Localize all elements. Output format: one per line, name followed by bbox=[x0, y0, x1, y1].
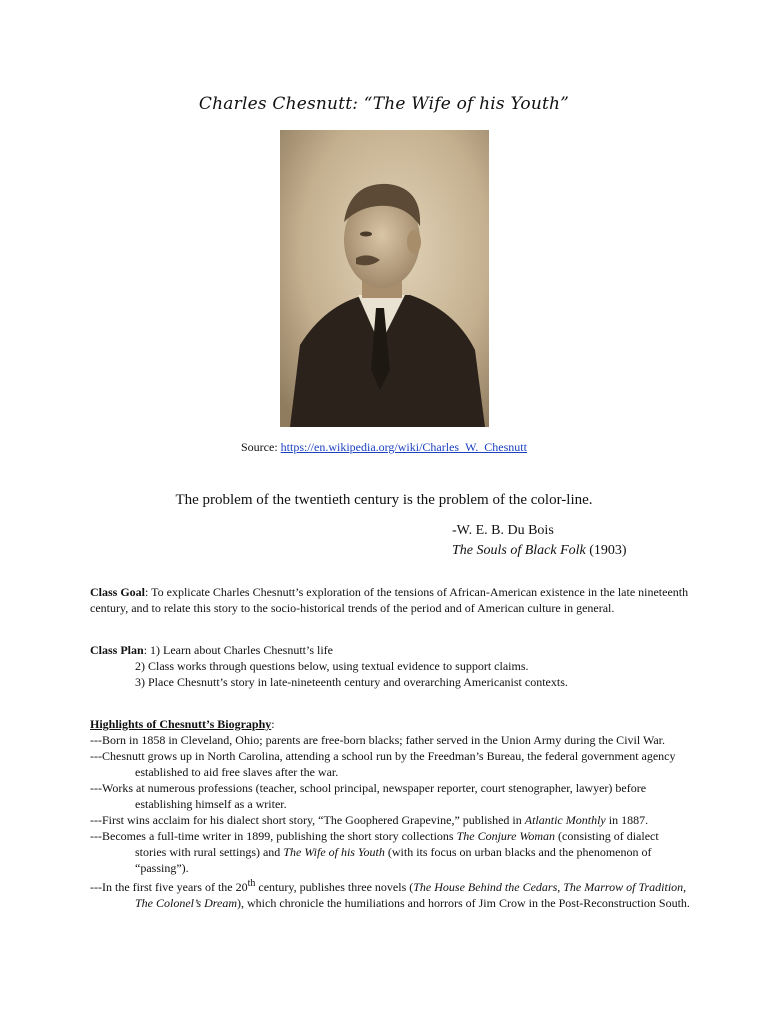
portrait-image bbox=[280, 130, 489, 427]
class-plan bbox=[90, 642, 690, 690]
epigraph-quote: The problem of the twentieth century is the problem of the color-line. bbox=[175, 492, 593, 508]
biography-bullet: ---Born in 1858 in Cleveland, Ohio; parents are free-born blacks; father served in the Union Army during the Civil War. bbox=[90, 733, 665, 747]
biography-heading: Highlights of Chesnutt’s Biography bbox=[90, 717, 272, 731]
biography-section bbox=[90, 716, 690, 911]
class-plan-label: Class Plan bbox=[90, 643, 144, 657]
class-plan-item: 2) Class works through questions below, using textual evidence to support claims. bbox=[135, 659, 529, 673]
author-portrait bbox=[280, 130, 489, 427]
quote-book: The Souls of Black Folk bbox=[452, 543, 586, 558]
image-source bbox=[0, 440, 768, 455]
document-title: Charles Chesnutt: “The Wife of his Youth” bbox=[198, 94, 570, 114]
quote-source bbox=[452, 541, 627, 561]
class-goal-label: Class Goal bbox=[90, 585, 146, 599]
class-goal-text: : To explicate Charles Chesnutt’s exploration of the tensions of African-American existence in the late nineteenth century, and to relate this story to the socio-historical trends of the period and of American culture in general. bbox=[90, 585, 689, 615]
biography-bullet: ---Works at numerous professions (teacher, school principal, newspaper reporter, court stenographer, lawyer) before establishing himself as a writer. bbox=[90, 781, 647, 811]
biography-heading-line: Highlights of Chesnutt’s Biography: bbox=[90, 717, 275, 731]
quote-author: -W. E. B. Du Bois bbox=[452, 523, 554, 538]
class-plan-item: Class Plan: 1) Learn about Charles Chesnutt’s life bbox=[90, 643, 333, 657]
biography-bullet: ---Chesnutt grows up in North Carolina, attending a school run by the Freedman’s Bureau, the federal government agency established to aid free slaves after the war. bbox=[90, 749, 676, 779]
source-link[interactable]: https://en.wikipedia.org/wiki/Charles_W._Chesnutt bbox=[280, 440, 527, 454]
source-label: Source: bbox=[241, 440, 281, 454]
class-goal bbox=[90, 584, 690, 616]
epigraph-attribution bbox=[452, 521, 627, 561]
biography-bullet: ---Becomes a full-time writer in 1899, publishing the short story collections The Conjure Woman (consisting of dialect stories with rural settings) and The Wife of his Youth (with its focus on urban blacks and the phenomenon of “passing”). bbox=[90, 829, 659, 875]
biography-bullet: ---In the first five years of the 20th century, publishes three novels (The House Behind the Cedars, The Marrow of Tradition, The Colonel’s Dream), which chronicle the humiliations and horrors of Jim Crow in the Post-Reconstruction South. bbox=[90, 878, 690, 910]
class-plan-item: 3) Place Chesnutt’s story in late-nineteenth century and overarching Americanist contexts. bbox=[135, 675, 568, 689]
biography-bullet: ---First wins acclaim for his dialect short story, “The Goophered Grapevine,” published in Atlantic Monthly in 1887. bbox=[90, 813, 649, 827]
quote-year: (1903) bbox=[585, 543, 627, 558]
